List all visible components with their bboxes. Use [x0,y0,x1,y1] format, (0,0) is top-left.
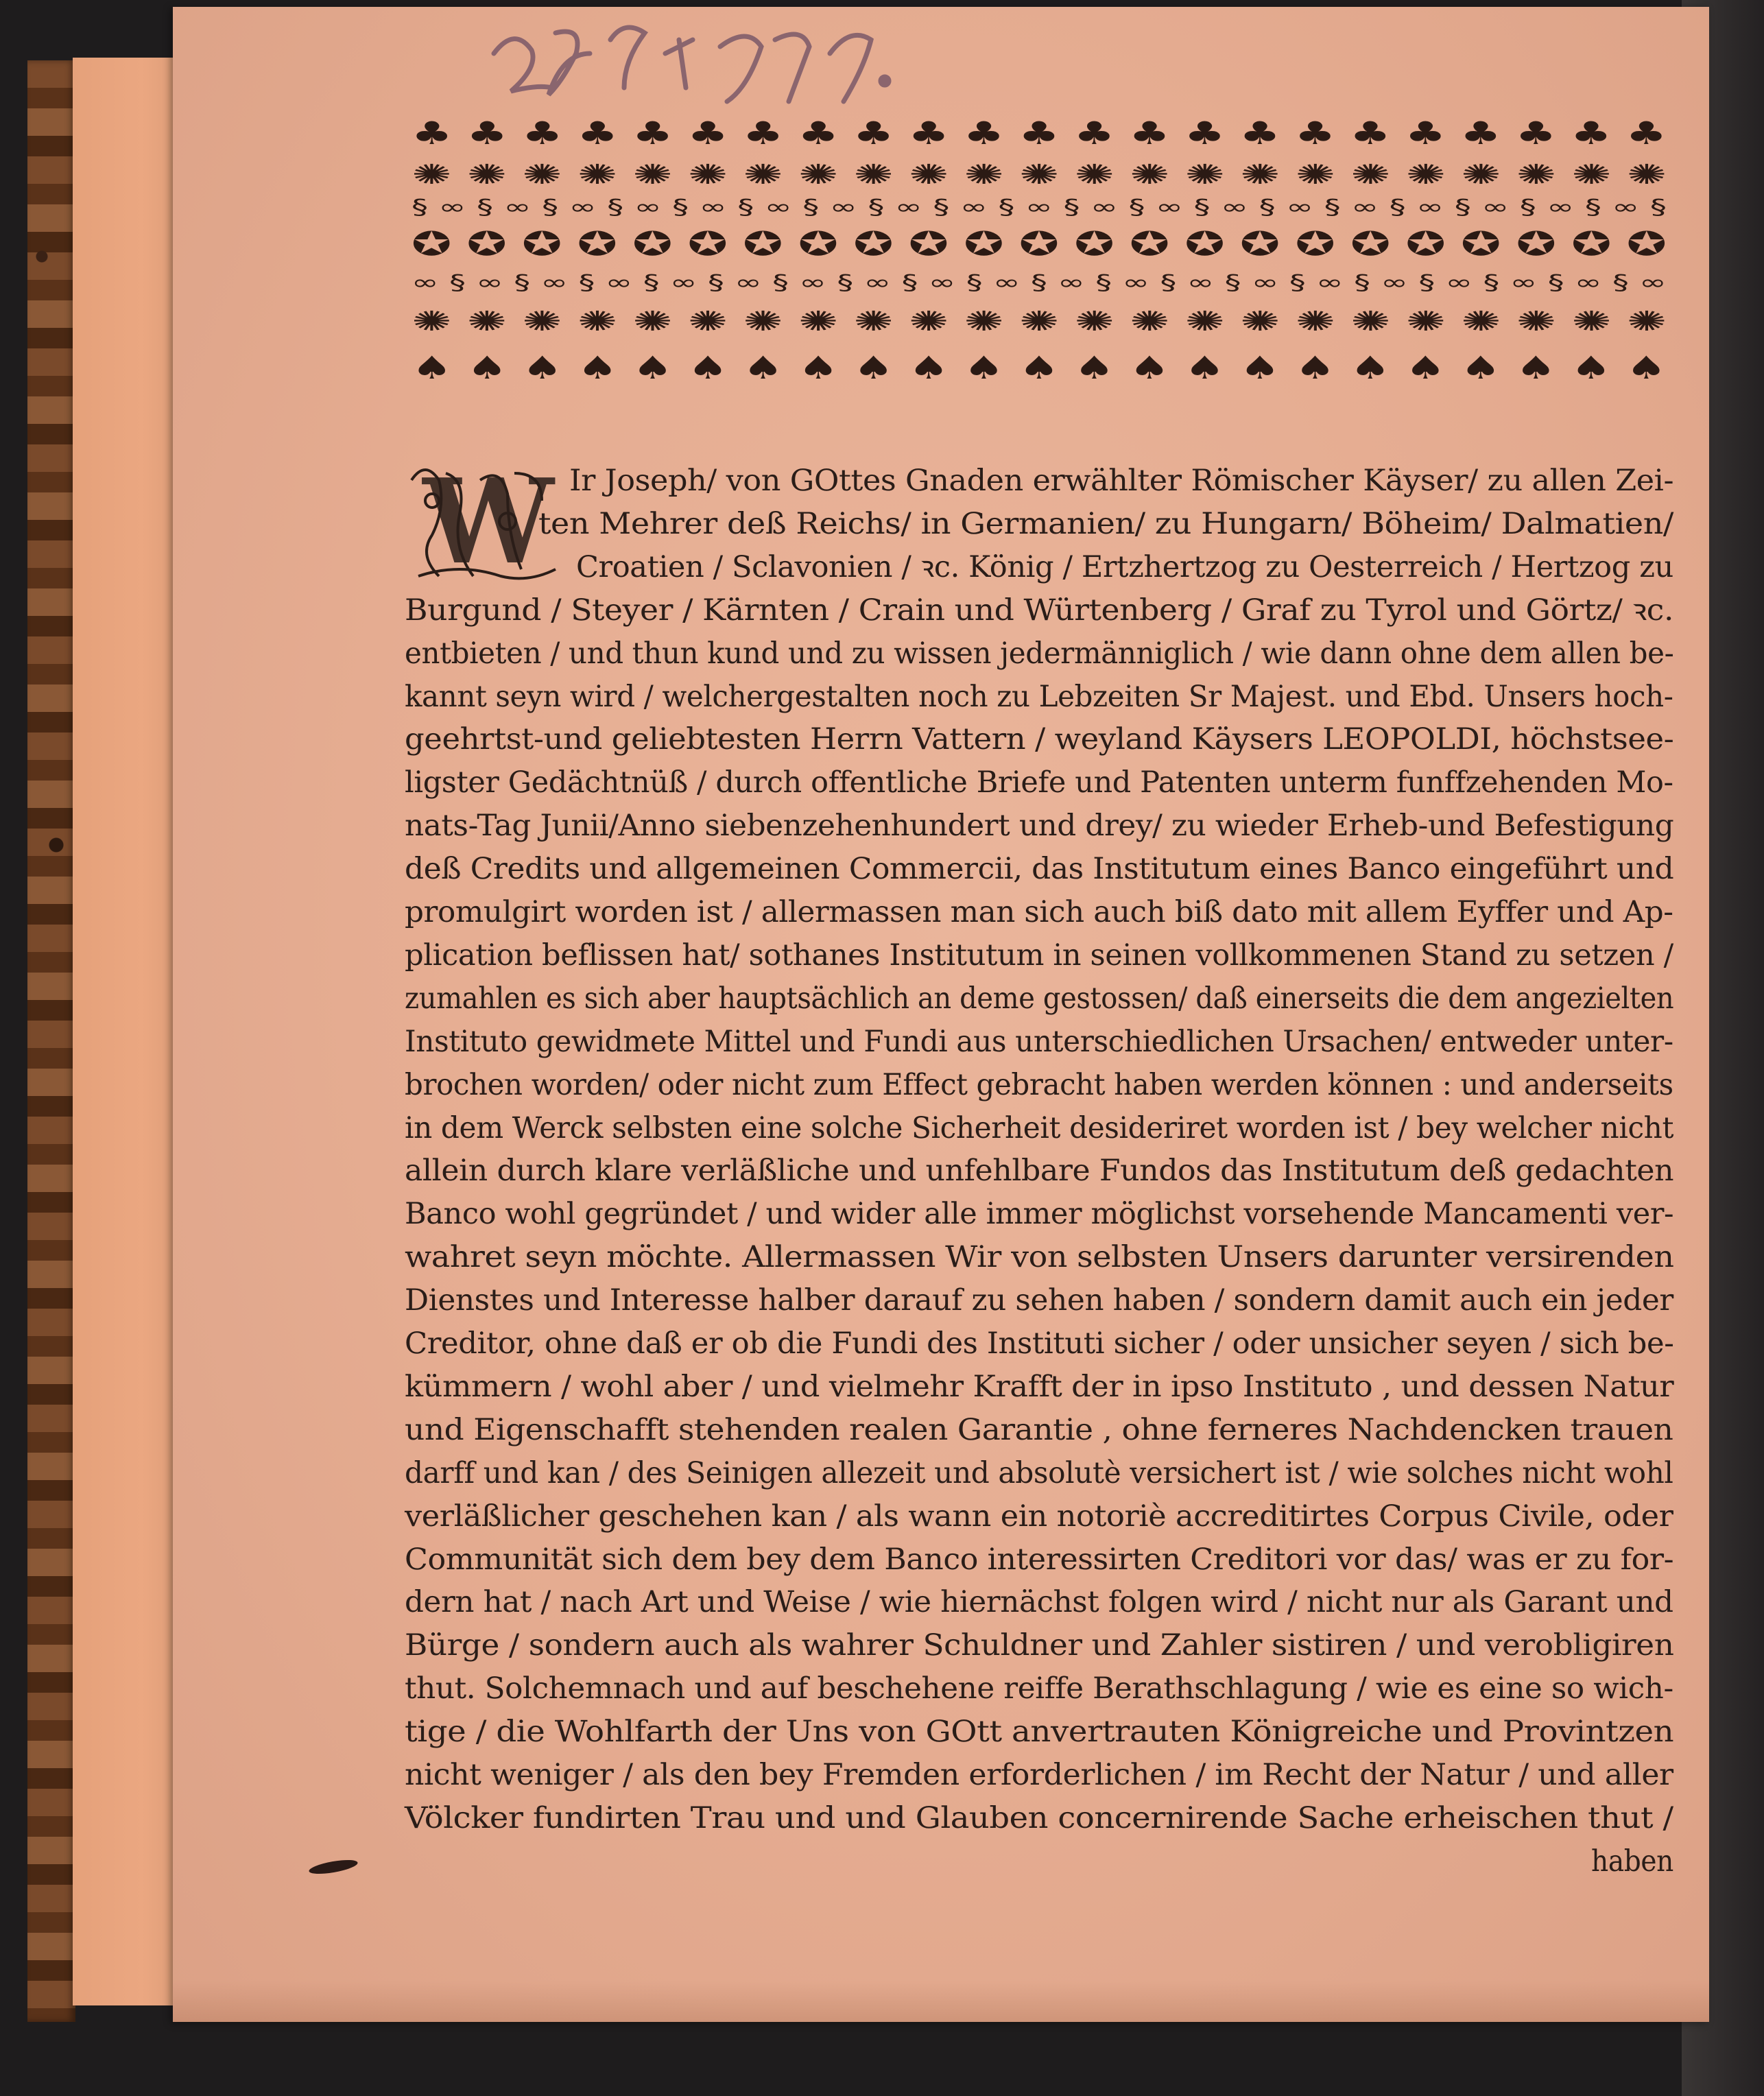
book-spine [27,60,75,2022]
text-line: Instituto gewidmete Mittel und Fundi aus unterschiedlichen Ursachen/ entweder unter- [405,1024,1673,1059]
ornament-row: § ∞ § ∞ § ∞ § ∞ § ∞ § ∞ § ∞ § ∞ § ∞ § ∞ § ∞ § ∞ § ∞ § ∞ § ∞ § ∞ § ∞ § ∞ § ∞ § [412,195,1667,219]
text-line: Völcker fundirten Trau und und Glauben concernirende Sache erheischen thut / [405,1800,1673,1835]
text-line: allein durch klare verläßliche und unfehlbare Fundos das Institutum deß gedachten [405,1154,1674,1189]
ornament-row: ✺ ✺ ✺ ✺ ✺ ✺ ✺ ✺ ✺ ✺ ✺ ✺ ✺ ✺ ✺ ✺ ✺ ✺ ✺ ✺ ✺ ✺ ✺ [412,159,1667,191]
text-line: zumahlen es sich aber hauptsächlich an deme gestossen/ daß einerseits die dem angezielten [405,981,1674,1016]
text-line: ligster Gedächtnüß / durch offentliche Briefe und Patenten unterm funffzehenden Mo- [405,765,1673,800]
text-line: in dem Werck selbsten eine solche Sicherheit desideriret worden ist / bey welcher nicht [405,1110,1674,1145]
text-line: entbieten / und thun kund und zu wissen jedermänniglich / wie dann ohne dem allen be- [405,636,1674,671]
text-line: Banco wohl gegründet / und wider alle immer möglichst vorsehende Mancamenti ver- [405,1197,1674,1232]
text-line: Dienstes und Interesse halber darauf zu sehen haben / sondern damit auch ein jeder [405,1283,1673,1318]
text-line: Creditor, ohne daß er ob die Fundi des Instituti sicher / oder unsicher seyen / sich be- [405,1326,1674,1361]
text-line: nicht weniger / als den bey Fremden erforderlichen / im Recht der Natur / und aller [405,1758,1673,1792]
text-line: nats-Tag Junii/Anno siebenzehenhundert und drey/ zu wieder Erheb-und Befestigung [405,809,1674,844]
text-line: Bürge / sondern auch als wahrer Schuldner und Zahler sistiren / und verobligiren [405,1628,1674,1663]
text-line: brochen worden/ oder nicht zum Effect gebracht haben werden können : und anderseits [405,1067,1673,1102]
ornament-row: ✺ ✺ ✺ ✺ ✺ ✺ ✺ ✺ ✺ ✺ ✺ ✺ ✺ ✺ ✺ ✺ ✺ ✺ ✺ ✺ ✺ ✺ ✺ [412,306,1667,337]
text-line: Croatien / Sclavonien / ꝛc. König / Ertzhertzog zu Oesterreich / Hertzog zu [576,549,1673,584]
text-line: Burgund / Steyer / Kärnten / Crain und Würtenberg / Graf zu Tyrol und Görtz/ ꝛc. [405,593,1674,628]
ornament-row: ♠ ♠ ♠ ♠ ♠ ♠ ♠ ♠ ♠ ♠ ♠ ♠ ♠ ♠ ♠ ♠ ♠ ♠ ♠ ♠ ♠ ♠ ♠ [412,349,1667,386]
text-line: ten Mehrer deß Reichs/ in Germanien/ zu Hungarn/ Böheim/ Dalmatien/ [538,506,1673,541]
text-line: deß Credits und allgemeinen Commercii, das Institutum eines Banco eingeführt und [405,852,1674,887]
text-line: Ir Joseph/ von GOttes Gnaden erwählter Römischer Käyser/ zu allen Zei- [569,464,1674,498]
text-line: wahret seyn möchte. Allermassen Wir von selbsten Unsers darunter versirenden [405,1240,1674,1275]
text-line: Communität sich dem bey dem Banco interessirten Creditori vor das/ was er zu for- [405,1542,1674,1577]
text-line: dern hat / nach Art und Weise / wie hiernächst folgen wird / nicht nur als Garant und [405,1585,1673,1620]
text-line: darff und kan / des Seinigen allezeit und absolutè versichert ist / wie solches nicht wohl [405,1455,1673,1490]
ornament-row: ✪ ✪ ✪ ✪ ✪ ✪ ✪ ✪ ✪ ✪ ✪ ✪ ✪ ✪ ✪ ✪ ✪ ✪ ✪ ✪ ✪ ✪ ✪ [412,225,1667,263]
ornamental-header [405,110,1673,405]
ink-smudge [306,1859,361,1875]
text-line: tige / die Wohlfarth der Uns von GOtt anvertrauten Königreiche und Provintzen [405,1715,1674,1750]
text-line: plication beflissen hat/ sothanes Institutum in seinen vollkommenen Stand zu setzen / [405,938,1673,973]
back-board [73,58,189,2005]
text-line: und Eigenschafft stehenden realen Garantie , ohne ferneres Nachdencken trauen [405,1412,1673,1447]
text-line: thut. Solchemnach und auf beschehene reiffe Berathschlagung / wie es eine so wich- [405,1671,1673,1706]
drop-cap-letter: W [422,460,554,590]
text-line: geehrtst-und geliebtesten Herrn Vattern / weyland Käysers LEOPOLDI, höchstsee- [405,722,1674,757]
text-line: promulgirt worden ist / allermassen man sich auch biß dato mit allem Eyffer und Ap- [405,895,1673,929]
text-line: haben [1591,1844,1673,1879]
ornament-row: ∞ § ∞ § ∞ § ∞ § ∞ § ∞ § ∞ § ∞ § ∞ § ∞ § ∞ § ∞ § ∞ § ∞ § ∞ § ∞ § ∞ § ∞ § ∞ § ∞ [412,271,1667,295]
text-line: verläßlicher geschehen kan / als wann ein notoriè accreditirtes Corpus Civile, oder [405,1499,1673,1534]
text-line: kannt seyn wird / welchergestalten noch zu Lebzeiten Sr Majest. und Ebd. Unsers hoch- [405,679,1673,714]
handwritten-shelfmark [480,12,905,108]
text-line: kümmern / wohl aber / und vielmehr Krafft der in ipso Instituto , und dessen Natur [405,1369,1674,1404]
ornament-row: ♣ ♣ ♣ ♣ ♣ ♣ ♣ ♣ ♣ ♣ ♣ ♣ ♣ ♣ ♣ ♣ ♣ ♣ ♣ ♣ ♣ ♣ ♣ [412,115,1667,152]
